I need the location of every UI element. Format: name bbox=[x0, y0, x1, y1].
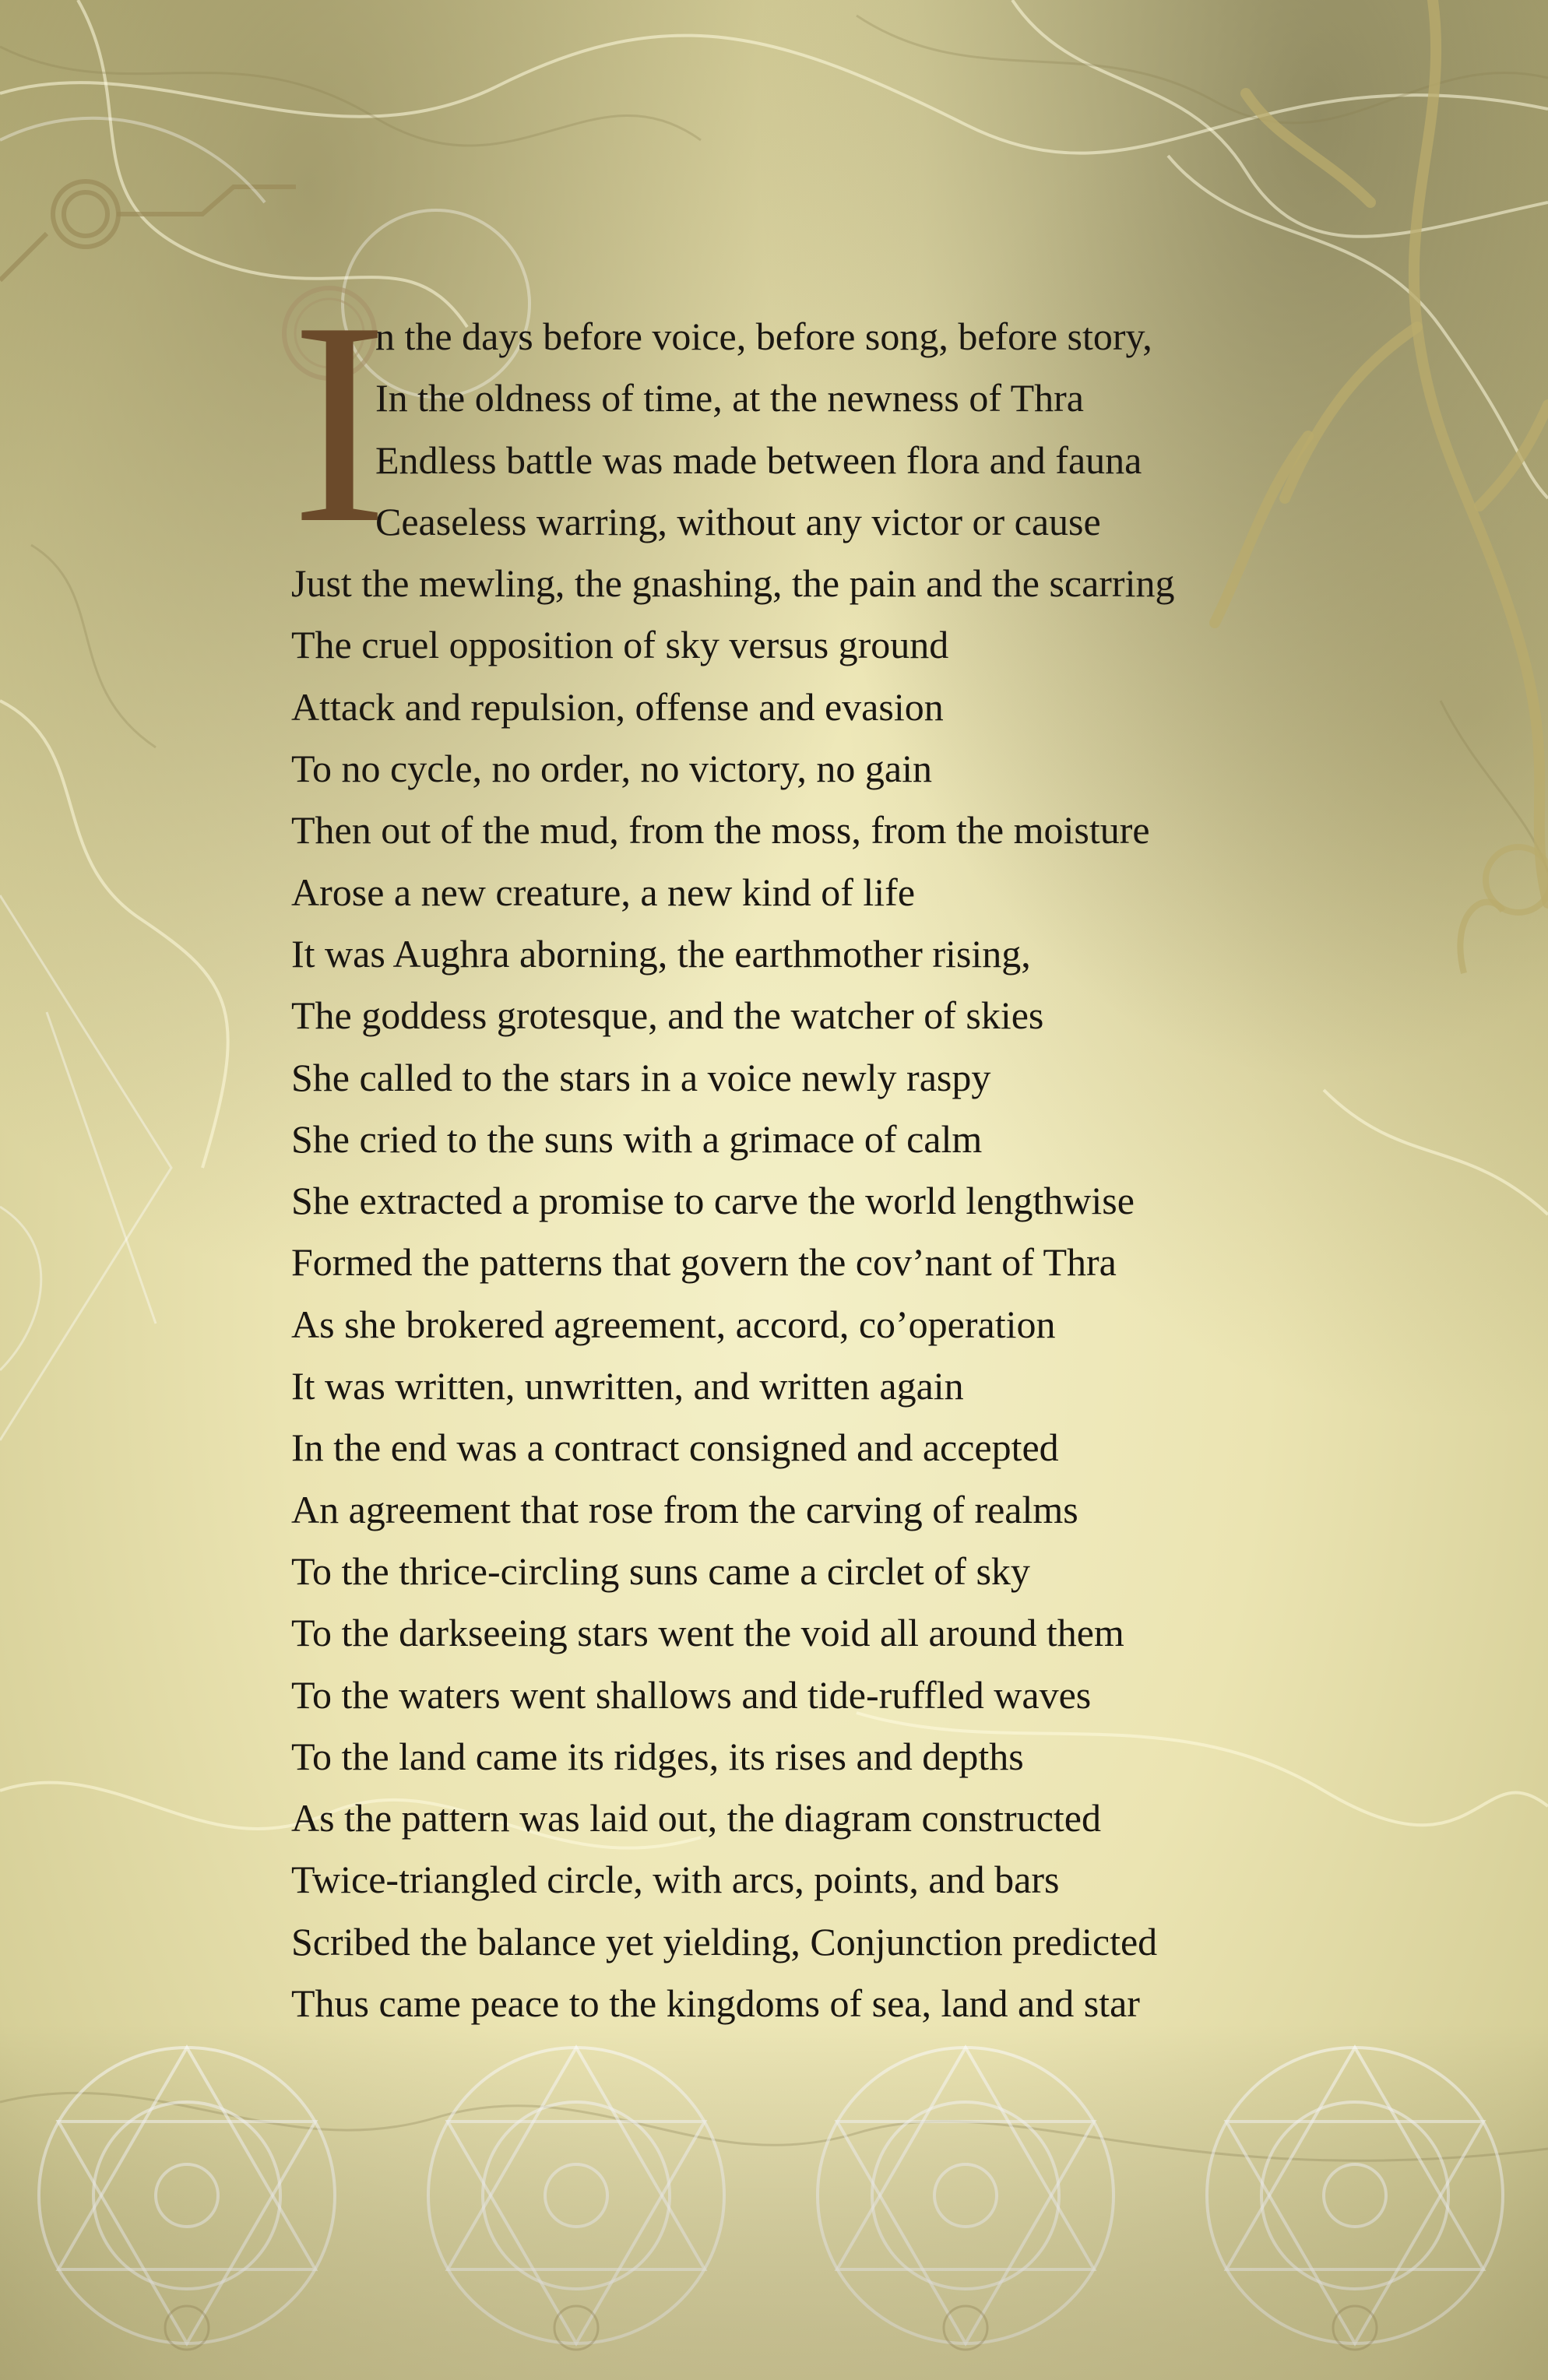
poem-line-10: Arose a new creature, a new kind of life bbox=[291, 870, 916, 914]
poem-line-21: To the thrice-circling suns came a circlet of sky bbox=[291, 1549, 1030, 1593]
poem-line-3: Endless battle was made between flora and fauna bbox=[375, 438, 1142, 482]
poem-line-19: In the end was a contract consigned and accepted bbox=[291, 1426, 1059, 1470]
poem-line-13: She called to the stars in a voice newly raspy bbox=[291, 1055, 991, 1099]
poem-line-9: Then out of the mud, from the moss, from the moisture bbox=[291, 808, 1150, 853]
poem-line-15: She extracted a promise to carve the world lengthwise bbox=[291, 1179, 1135, 1223]
poem-line-8: To no cycle, no order, no victory, no gain bbox=[291, 747, 932, 791]
poem-line-1: n the days before voice, before song, before story, bbox=[375, 315, 1152, 358]
poem-line-28: Thus came peace to the kingdoms of sea, land and star bbox=[291, 1981, 1140, 2026]
poem-line-25: As the pattern was laid out, the diagram constructed bbox=[291, 1796, 1101, 1840]
drop-cap: I bbox=[291, 263, 388, 583]
poem bbox=[291, 263, 1381, 2034]
poem-line-5: Just the mewling, the gnashing, the pain and the scarring bbox=[291, 561, 1175, 606]
poem-line-16: Formed the patterns that govern the cov’nant of Thra bbox=[291, 1240, 1117, 1285]
poem-line-22: To the darkseeing stars went the void all around them bbox=[291, 1611, 1124, 1655]
poem-line-11: It was Aughra aborning, the earthmother rising, bbox=[291, 931, 1031, 976]
poem-line-17: As she brokered agreement, accord, co’operation bbox=[291, 1302, 1056, 1346]
poem-line-2: In the oldness of time, at the newness of Thra bbox=[375, 376, 1084, 420]
poem-line-14: She cried to the suns with a grimace of calm bbox=[291, 1116, 983, 1161]
poem-line-4: Ceaseless warring, without any victor or cause bbox=[375, 499, 1101, 543]
poem-line-7: Attack and repulsion, offense and evasion bbox=[291, 684, 944, 729]
poem-line-23: To the waters went shallows and tide-ruffled waves bbox=[291, 1672, 1092, 1717]
poem-line-24: To the land came its ridges, its rises and depths bbox=[291, 1734, 1024, 1778]
poem-line-26: Twice-triangled circle, with arcs, points, and bars bbox=[291, 1858, 1060, 1902]
poem-line-20: An agreement that rose from the carving of realms bbox=[291, 1487, 1078, 1531]
poem-line-27: Scribed the balance yet yielding, Conjunction predicted bbox=[291, 1919, 1158, 1963]
poem-line-18: It was written, unwritten, and written again bbox=[291, 1364, 964, 1408]
poem-line-12: The goddess grotesque, and the watcher of skies bbox=[291, 993, 1044, 1038]
poem-line-6: The cruel opposition of sky versus ground bbox=[291, 623, 949, 667]
